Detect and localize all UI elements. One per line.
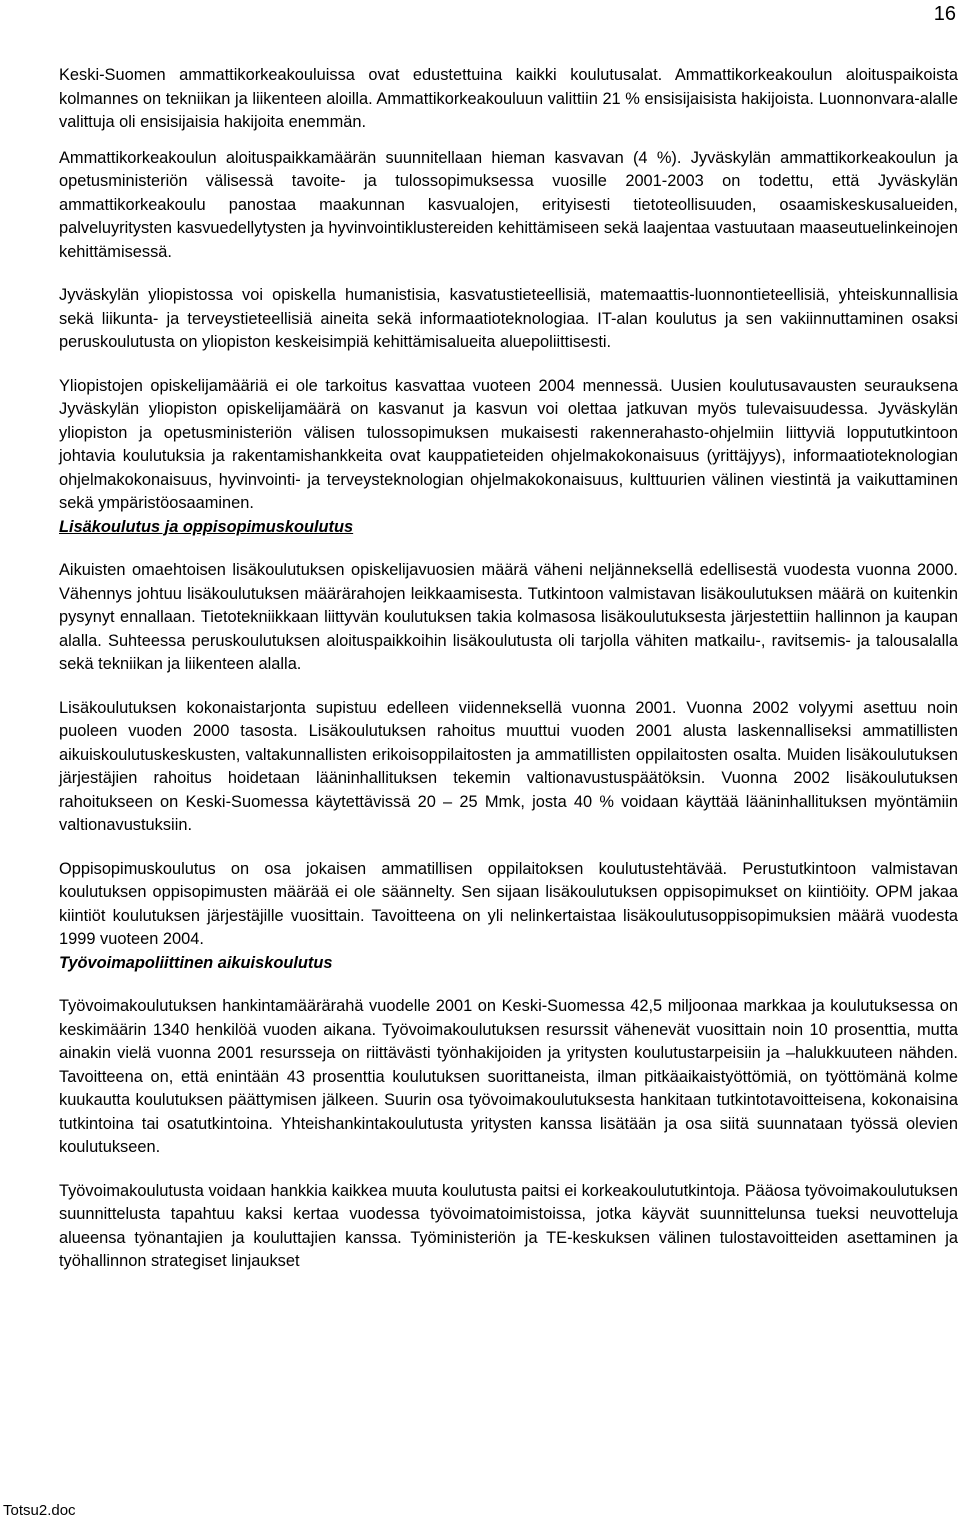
paragraph-yliopisto-aineet: Jyväskylän yliopistossa voi opiskella humanistisia, kasvatustieteellisiä, matemaattis-luonnontieteellisiä, yhteiskunnallisia sekä liikunta- ja terveystieteellisiä aineita sekä informaatioteknologiaa. IT-alan koulutus ja sen vakiinnuttaminen osaksi peruskoulutusta on yliopiston keskeisimpiä kehittämisalueita aluepoliittisesti.	[59, 286, 958, 351]
document-body	[59, 64, 958, 1274]
paragraph-omaehtoinen-lisakoulutus: Aikuisten omaehtoisen lisäkoulutuksen opiskelijavuosien määrä väheni neljänneksellä edellisestä vuodesta vuonna 2000. Vähennys johtuu lisäkoulutuksen määrärahojen leikkaamisesta. Tutkintoon valmistavan lisäkoulutuksen määrä on kuitenkin pysynyt ennallaan. Tietotekniikkaan liittyvän koulutuksen takia kolmasosa lisäkoulutuksesta järjestettiin hallinnon ja kaupan alalla. Suhteessa peruskoulutuksen aloituspaikkoihin lisäkoulutusta oli tarjolla vähiten matkailu-, ravitsemis- ja talousalalla sekä tekniikan ja liikenteen alalla.	[59, 561, 958, 673]
section-heading-tyovoimapoliittinen: Työvoimapoliittinen aikuiskoulutus	[59, 953, 333, 972]
paragraph-amk-koulutusalat: Keski-Suomen ammattikorkeakouluissa ovat edustettuina kaikki koulutusalat. Ammattikorkeakoulun aloituspaikoista kolmannes on tekniikan ja liikenteen aloilla. Ammattikorkeakouluun valittiin 21 % ensisijaisista hakijoista. Luonnonvara-alalle valittuja oli ensisijaisia hakijoita enemmän.	[59, 66, 958, 131]
page-number: 16	[933, 3, 956, 25]
paragraph-oppisopimuskoulutus: Oppisopimuskoulutus on osa jokaisen ammatillisen oppilaitoksen koulutustehtävää. Perustutkintoon valmistavan koulutuksen oppisopimusten määrää ei ole säännelty. Sen sijaan lisäkoulutuksen oppisopimukset on kiintiöity. OPM jakaa kiintiöt koulutuksen järjestäjille vuosittain. Tavoitteena on yli nelinkertaistaa lisäkoulutusoppisopimuksien määrä vuodesta 1999 vuoteen 2004.	[59, 859, 958, 948]
paragraph-tyovoimakoulutus-maararaha: Työvoimakoulutuksen hankintamäärärahä vuodelle 2001 on Keski-Suomessa 42,5 miljoonaa markkaa ja koulutuksessa on keskimäärin 1340 henkilöä vuoden aikana. Työvoimakoulutuksen resurssit vähenevät vuosittain noin 10 prosenttia, mutta ainakin vielä vuonna 2001 resursseja on riittävästi työnhakijoiden ja yritysten koulutustarpeisiin ja –halukkuuteen nähden. Tavoitteena on, että enintään 43 prosenttia koulutuksen suorittaneista, ilman pitkäaikaistyöttömiä, on työttömänä kolme kuukautta koulutuksen päättymisen jälkeen. Suurin osa työvoimakoulutuksesta hankitaan tutkintotavoitteisena, kokonaisina tutkintoina tai osatutkintoina. Yhteishankintakoulutusta yritysten kanssa lisätään ja osa siitä suunnataan työssä olevien koulutukseen.	[59, 997, 958, 1156]
paragraph-amk-aloituspaikat: Ammattikorkeakoulun aloituspaikkamäärän suunnitellaan hieman kasvavan (4 %). Jyväskylän ammattikorkeakoulun ja opetusministeriön välisessä tavoite- ja tulossopimuksessa vuosille 2001-2003 on todettu, että Jyväskylän ammattikorkeakoulu panostaa maakunnan kasvualojen, erityisesti tietoteollisuuden, osaamiskeskusalueiden, palveluyritysten kasvuedellytysten ja hyvinvointiklustereiden kehittämiseen sekä laajentaa vastuutaan maaseutuelinkeinojen kehittämisessä.	[59, 148, 958, 261]
paragraph-yliopisto-opiskelijamaarat: Yliopistojen opiskelijamääriä ei ole tarkoitus kasvattaa vuoteen 2004 mennessä. Uusien koulutusavausten seurauksena Jyväskylän yliopiston opiskelijamäärä on kasvanut ja kasvun voi olettaa jatkuvan myös tulevaisuudessa. Jyväskylän yliopiston ja opetusministeriön välisen tulossopimuksen mukaisesti rakennerahasto-ohjelmiin liittyviä loppututkintoon johtavia koulutuksia ja rakentamishankkeita ovat kauppatieteiden ohjelmakokonaisuus (yrittäjyys), informaatioteknologian ohjelmakokonaisuus, hyvinvointi- ja terveysteknologian ohjelmakokonaisuus, kulttuurien välinen viestintä ja vaikuttaminen sekä ympäristöosaaminen.	[59, 376, 958, 512]
paragraph-lisakoulutuksen-rahoitus: Lisäkoulutuksen kokonaistarjonta supistuu edelleen viidenneksellä vuonna 2001. Vuonna 2002 volyymi asettuu noin puoleen vuoden 2000 tasosta. Lisäkoulutuksen rahoitus muuttui vuoden 2001 alusta laskennalliseksi ammatillisten aikuiskoulutuskeskusten, valtakunnallisten erikoisoppilaitosten ja ammatillisten oppilaitosten osalta. Muiden lisäkoulutuksen järjestäjien rahoitus hoidetaan lääninhallituksen tekemin valtionavustuspäätöksin. Vuonna 2002 lisäkoulutuksen rahoitukseen on Keski-Suomessa käytettävissä 20 – 25 Mmk, josta 40 % voidaan käyttää lääninhallituksen myöntämiin valtionavustuksiin.	[59, 698, 958, 834]
section-heading-lisakoulutus: Lisäkoulutus ja oppisopimuskoulutus	[59, 517, 354, 536]
paragraph-tyovoimakoulutus-suunnittelu: Työvoimakoulutusta voidaan hankkia kaikkea muuta koulutusta paitsi ei korkeakoulututkintoja. Pääosa työvoimakoulutuksen suunnittelusta tapahtuu kaksi kertaa vuodessa työvoimatoimistoissa, jotka käyvät suunnittelunsa tueksi neuvotteluja alueensa työnantajien ja kouluttajien kanssa. Työministeriön ja TE-keskuksen välinen tulostavoitteiden asettaminen ja työhallinnon strategiset linjaukset	[59, 1181, 958, 1270]
footer-filename: Totsu2.doc	[3, 1502, 76, 1519]
